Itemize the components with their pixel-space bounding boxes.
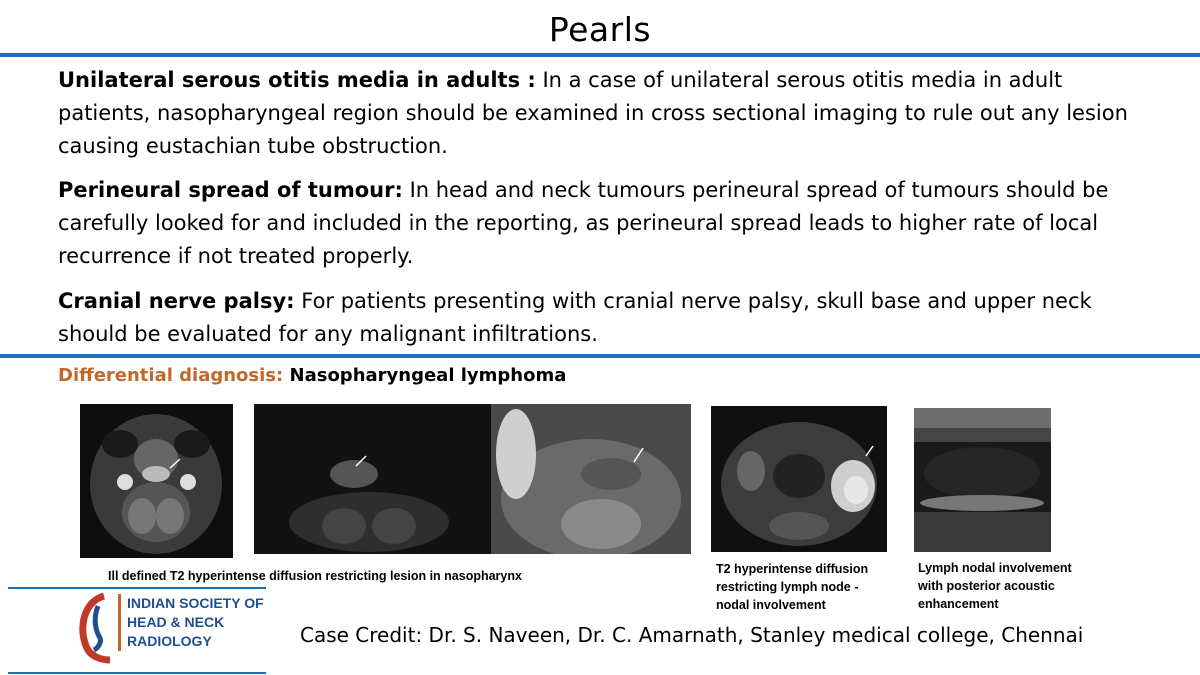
pearl-cranial-nerve-palsy xyxy=(58,285,1138,351)
logo-top-line xyxy=(8,587,266,589)
pearl-heading: Unilateral serous otitis media in adults : xyxy=(58,68,536,92)
title-divider xyxy=(0,53,1200,57)
caption-nasopharynx: Ill defined T2 hyperintense diffusion restricting lesion in nasopharynx xyxy=(108,569,522,583)
society-logo-icon xyxy=(74,592,116,664)
slide-title: Pearls xyxy=(548,10,652,49)
adc-map-image xyxy=(491,404,691,554)
pearl-text: For patients presenting with cranial nerve palsy, skull base and upper neck should be evaluated for any malignant infiltrations. xyxy=(58,289,1092,346)
logo-line-2: HEAD & NECK xyxy=(127,614,225,630)
lymph-node-mri-image xyxy=(711,406,887,552)
pearl-otitis-media xyxy=(58,64,1138,163)
pearl-text: In head and neck tumours perineural spread of tumours should be carefully looked for and included in the reporting, as perineural spread leads to higher rate of local recurrence if not treated properly. xyxy=(58,178,1109,268)
differential-diagnosis xyxy=(58,365,566,386)
caption-lymph-node: T2 hyperintense diffusion restricting lymph node - nodal involvement xyxy=(716,562,869,612)
pearl-heading: Perineural spread of tumour: xyxy=(58,178,403,202)
case-credit: Case Credit: Dr. S. Naveen, Dr. C. Amarnath, Stanley medical college, Chennai xyxy=(300,623,1084,647)
logo-line-3: RADIOLOGY xyxy=(127,633,212,649)
pearl-heading: Cranial nerve palsy: xyxy=(58,289,295,313)
mri-t2-axial-image xyxy=(80,404,233,558)
logo-bottom-line xyxy=(8,672,266,674)
caption-ultrasound: Lymph nodal involvement with posterior acoustic enhancement xyxy=(918,561,1072,611)
pearl-text: In a case of unilateral serous otitis media in adult patients, nasopharyngeal region should be examined in cross sectional imaging to rule out any lesion causing eustachian tube obstruction. xyxy=(58,68,1128,158)
pearl-perineural-spread xyxy=(58,174,1138,273)
differential-label: Differential diagnosis: xyxy=(58,365,284,386)
differential-value: Nasopharyngeal lymphoma xyxy=(289,365,567,386)
dwi-image xyxy=(254,404,491,554)
section-divider xyxy=(0,354,1200,358)
society-logo-text xyxy=(118,594,264,651)
ultrasound-image xyxy=(914,408,1051,552)
logo-line-1: INDIAN SOCIETY OF xyxy=(127,595,264,611)
